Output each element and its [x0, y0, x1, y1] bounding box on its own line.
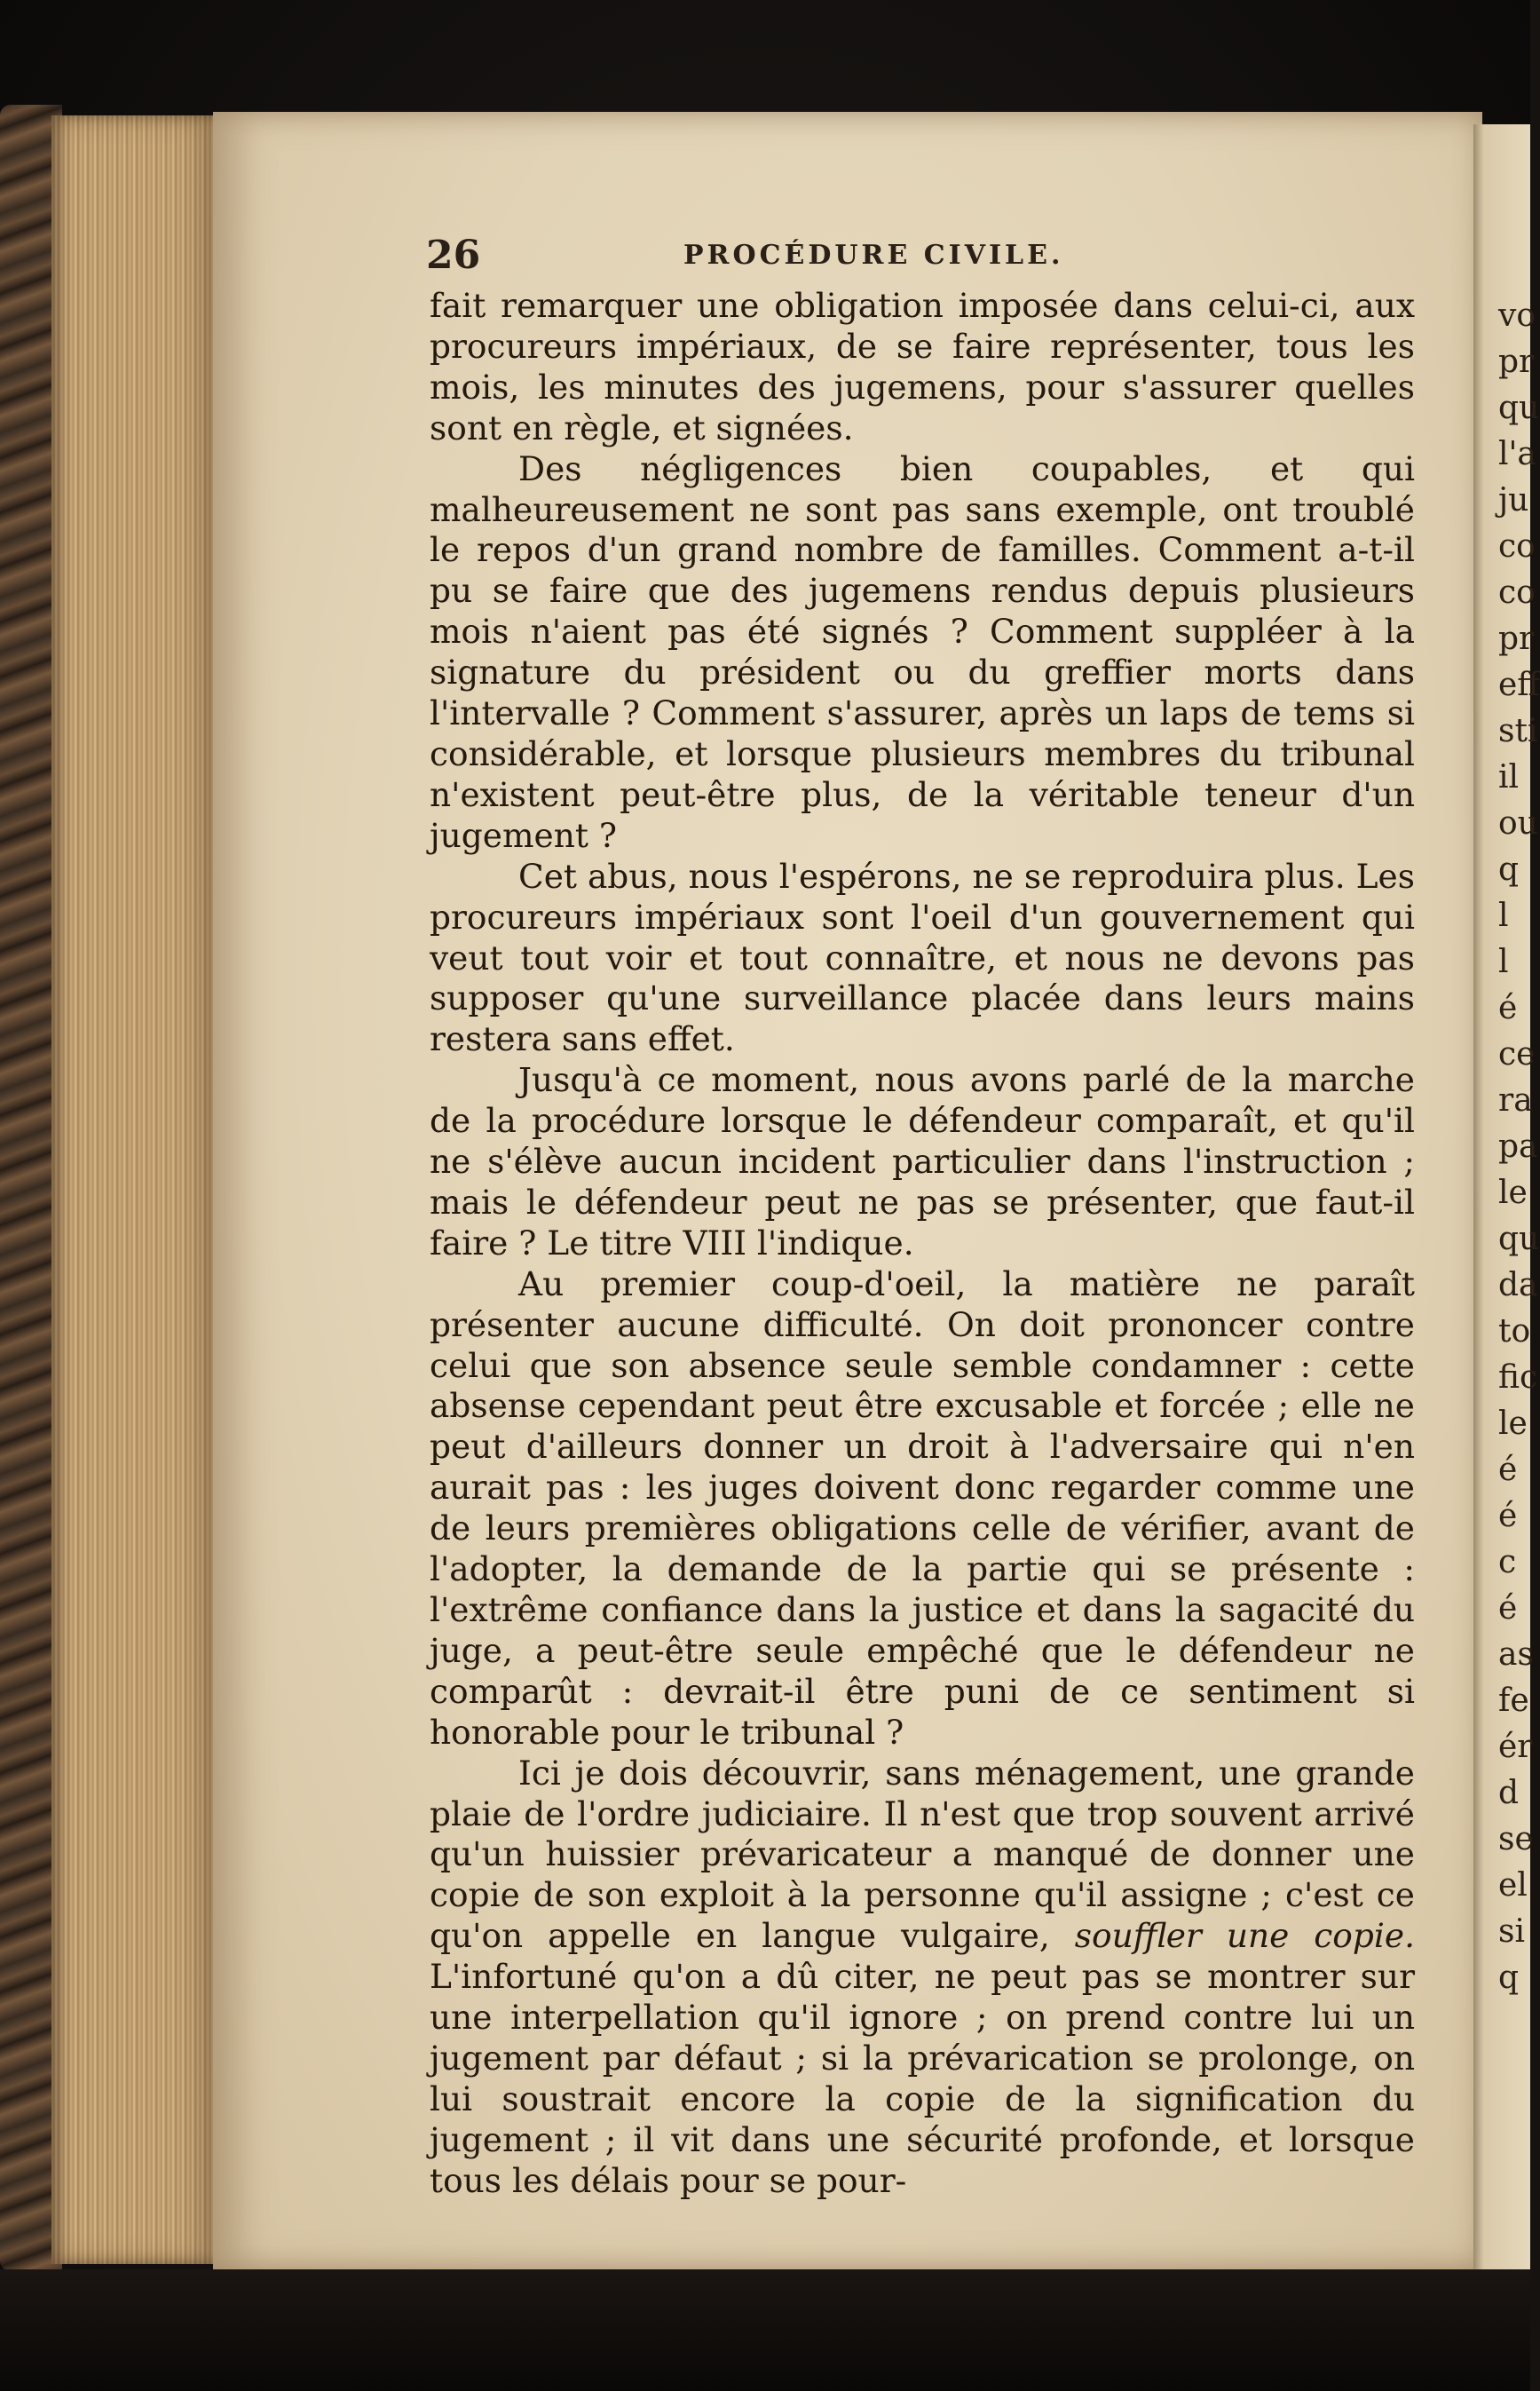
paragraph-text: L'infortuné qu'on a dû citer, ne peut pas se montrer sur une interpellation qu'il ignore ; on prend contre lui un jugement par défaut ; si la prévarication se prolonge, on lui soustrait encore la copie de la signification du jugement ; il vit dans une sécurité profonde, et lorsque tous les délais pour se pour-	[430, 1957, 1415, 2200]
paragraph: Cet abus, nous l'espérons, ne se reproduira plus. Les procureurs impériaux sont l'oeil d'un gouvernement qui veut tout voir et tout connaître, et nous ne devons pas supposer qu'une surveillance placée dans leurs mains restera sans effet.	[430, 856, 1415, 1059]
next-page-fragment: qu	[1498, 1221, 1540, 1257]
next-page-fragment: l'a	[1498, 436, 1536, 472]
next-page-fragment: ou	[1498, 805, 1538, 842]
next-page-fragment: se	[1498, 1821, 1534, 1857]
next-page-sliver	[1473, 124, 1540, 2291]
paragraph	[430, 1754, 1415, 2202]
next-page-fragment: el	[1498, 1867, 1528, 1904]
next-page-fragment: le	[1498, 1175, 1528, 1211]
paragraph: Des négligences bien coupables, et qui malheureusement ne sont pas sans exemple, ont troublé le repos d'un grand nombre de familles. Comment a-t-il pu se faire que des jugemens rendus depuis plusieurs mois n'aient pas été signés ? Comment suppléer à la signature du président ou du greffier morts dans l'intervalle ? Comment s'assurer, après un laps de tems si considérable, et lorsque plusieurs membres du tribunal n'existent peut-être plus, de la véritable teneur d'un jugement ?	[430, 448, 1415, 855]
next-page-fragment: ce	[1498, 1036, 1536, 1073]
next-page-fragment: eff	[1498, 667, 1540, 703]
paragraph: Au premier coup-d'oeil, la matière ne paraît présenter aucune difficulté. On doit prononcer contre celui que son absence seule semble condamner : cette absense cependant peut être excusable et forcée ; elle ne peut d'ailleurs donner un droit à l'adversaire qui n'en aurait pas : les juges doivent donc regarder comme une de leurs premières obligations celle de vérifier, avant de l'adopter, la demande de la partie qui se présente : l'extrême confiance dans la justice et dans la sagacité du juge, a peut-être seule empêché que le défendeur ne comparût : devrait-il être puni de ce sentiment si honorable pour le tribunal ?	[430, 1263, 1415, 1752]
next-page-fragment: pa	[1498, 1128, 1538, 1165]
next-page-fragment: qu	[1498, 390, 1540, 426]
page-number: 26	[426, 233, 481, 278]
page-header	[426, 233, 1385, 277]
next-page-fragment: d	[1498, 1775, 1520, 1811]
next-page-fragment: le	[1498, 1405, 1528, 1442]
next-page-fragment: pr	[1498, 344, 1535, 380]
next-page-fragment: é	[1498, 1498, 1518, 1534]
next-page-fragment: q	[1498, 1960, 1520, 1996]
body-text	[430, 286, 1415, 2221]
next-page-fragment: da	[1498, 1267, 1538, 1303]
next-page-fragment: c	[1498, 1544, 1517, 1580]
next-page-fragment: co	[1498, 528, 1536, 565]
next-page-fragment: il	[1498, 759, 1520, 796]
next-page-fragment: co	[1498, 574, 1536, 611]
next-page-fragment: fe	[1498, 1682, 1529, 1719]
next-page-fragment: si	[1498, 1913, 1525, 1950]
next-page-fragment: ra	[1498, 1082, 1533, 1119]
next-page-fragment: vo	[1498, 297, 1536, 334]
next-page-fragment: pr	[1498, 621, 1535, 657]
paragraph-text: Ici je dois découvrir, sans ménagement, une grande plaie de l'ordre judiciaire. Il n'est que trop souvent arrivé qu'un huissier prévaricateur a manqué de donner une copie de son exploit à la personne qu'il assigne ; c'est ce qu'on appelle en langue vulgaire,	[430, 1753, 1415, 1956]
next-page-fragment: é	[1498, 990, 1518, 1026]
next-page-fragment: to	[1498, 1313, 1531, 1350]
next-page-fragment: fic	[1498, 1359, 1538, 1396]
italic-phrase: souffler une copie.	[1074, 1916, 1415, 1956]
next-page-fragment: ju	[1498, 482, 1529, 519]
next-page-fragment: l	[1498, 898, 1509, 934]
next-page-fragment: l	[1498, 944, 1509, 980]
next-page-fragment: as	[1498, 1636, 1534, 1673]
paragraph: Jusqu'à ce moment, nous avons parlé de la marche de la procédure lorsque le défendeur comparaît, et qu'il ne s'élève aucun incident particulier dans l'instruction ; mais le défendeur peut ne pas se présenter, que faut-il faire ? Le titre VIII l'indique.	[430, 1060, 1415, 1263]
next-page-fragment: ér	[1498, 1729, 1533, 1765]
running-title: PROCÉDURE CIVILE.	[683, 240, 1064, 271]
next-page-fragment: sti	[1498, 713, 1538, 749]
next-page-fragment: é	[1498, 1590, 1518, 1627]
next-page-fragment: é	[1498, 1452, 1518, 1488]
paragraph: fait remarquer une obligation imposée dans celui-ci, aux procureurs impériaux, de se faire représenter, tous les mois, les minutes des jugemens, pour s'assurer quelles sont en règle, et signées.	[430, 286, 1415, 447]
page-stack-edge	[51, 115, 220, 2264]
bottom-shadow	[0, 2269, 1530, 2391]
next-page-fragment: q	[1498, 851, 1520, 888]
